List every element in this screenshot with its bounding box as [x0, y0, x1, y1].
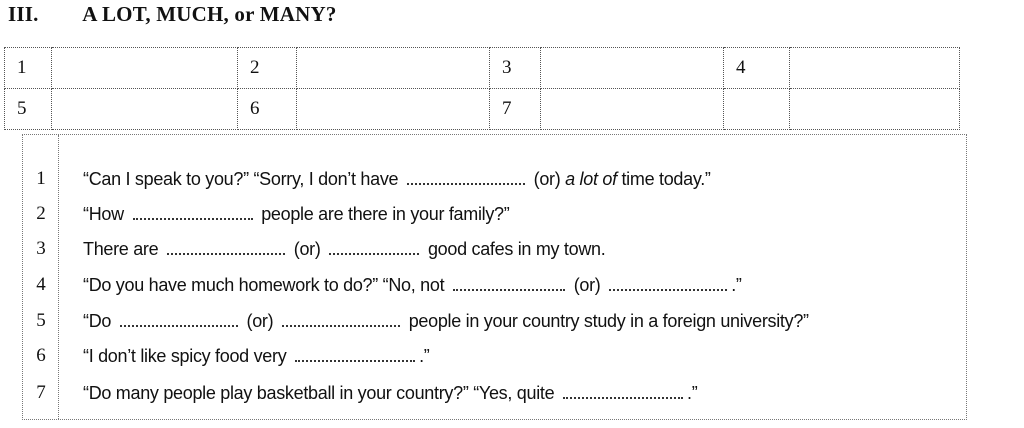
answer-blank[interactable] [407, 169, 525, 185]
text-part: There are [83, 238, 159, 259]
exercise-item [23, 162, 966, 196]
answer-blank[interactable] [282, 311, 400, 327]
answer-blank[interactable] [329, 239, 419, 255]
answer-number: 6 [238, 89, 297, 130]
answer-number: 4 [724, 48, 790, 89]
answer-cell-7[interactable] [541, 89, 724, 130]
text-part: “Can I speak to you?” “Sorry, I don’t have [83, 168, 399, 189]
exercise-box [22, 134, 967, 420]
text-part: “Do you have much homework to do?” “No, not [83, 274, 445, 295]
exercise-text [83, 169, 711, 190]
answer-blank[interactable] [295, 346, 415, 362]
answer-blank[interactable] [120, 311, 238, 327]
text-part: .” [731, 274, 742, 295]
exercise-number: 2 [36, 203, 46, 224]
section-title: A LOT, MUCH, or MANY? [82, 2, 337, 26]
exercise-number: 5 [36, 310, 46, 331]
answer-cell-5[interactable] [52, 89, 238, 130]
exercise-number: 7 [36, 382, 46, 403]
answer-number: 5 [5, 89, 52, 130]
section-number: III. [8, 2, 39, 26]
text-part: “Do [83, 310, 112, 331]
text-part: “How [83, 203, 124, 224]
text-part: .” [687, 382, 698, 403]
answer-cell-2[interactable] [297, 48, 490, 89]
exercise-text [83, 311, 809, 332]
text-part: (or) [573, 274, 601, 295]
answer-number [724, 89, 790, 130]
answer-cell-6[interactable] [297, 89, 490, 130]
text-part: (or) [533, 168, 561, 189]
answer-cell-empty [790, 89, 960, 130]
exercise-item [23, 304, 966, 338]
answer-grid-row [5, 48, 960, 89]
section-heading [8, 2, 337, 27]
answer-number: 2 [238, 48, 297, 89]
text-part: good cafes in my town. [427, 238, 606, 259]
exercise-text [83, 275, 742, 296]
text-part: .” [419, 345, 430, 366]
answer-cell-4[interactable] [790, 48, 960, 89]
exercise-number: 3 [36, 238, 46, 259]
text-part: people in your country study in a foreign university?” [408, 310, 809, 331]
answer-grid [4, 47, 960, 130]
exercise-number: 6 [36, 345, 46, 366]
answer-blank[interactable] [453, 275, 565, 291]
text-part: (or) [246, 310, 274, 331]
exercise-item [23, 339, 966, 373]
exercise-text [83, 383, 697, 404]
text-part: people are there in your family?” [261, 203, 510, 224]
answer-blank[interactable] [563, 383, 683, 399]
answer-number: 7 [490, 89, 541, 130]
text-part: time today.” [621, 168, 711, 189]
answer-number: 1 [5, 48, 52, 89]
text-part: “Do many people play basketball in your country?” “Yes, quite [83, 382, 555, 403]
exercise-text [83, 239, 605, 260]
answer-blank[interactable] [133, 204, 253, 220]
exercise-text [83, 204, 509, 225]
answer-blank[interactable] [609, 275, 727, 291]
exercise-item [23, 197, 966, 231]
text-part: “I don’t like spicy food very [83, 345, 287, 366]
exercise-item [23, 268, 966, 302]
exercise-text [83, 346, 430, 367]
exercise-number: 1 [36, 168, 46, 189]
exercise-number: 4 [36, 274, 46, 295]
answer-cell-3[interactable] [541, 48, 724, 89]
answer-blank[interactable] [167, 239, 285, 255]
answer-grid-row [5, 89, 960, 130]
exercise-item [23, 232, 966, 266]
answer-cell-1[interactable] [52, 48, 238, 89]
italic-text-part: a lot of [565, 168, 617, 189]
text-part: (or) [293, 238, 321, 259]
exercise-item [23, 376, 966, 410]
answer-number: 3 [490, 48, 541, 89]
